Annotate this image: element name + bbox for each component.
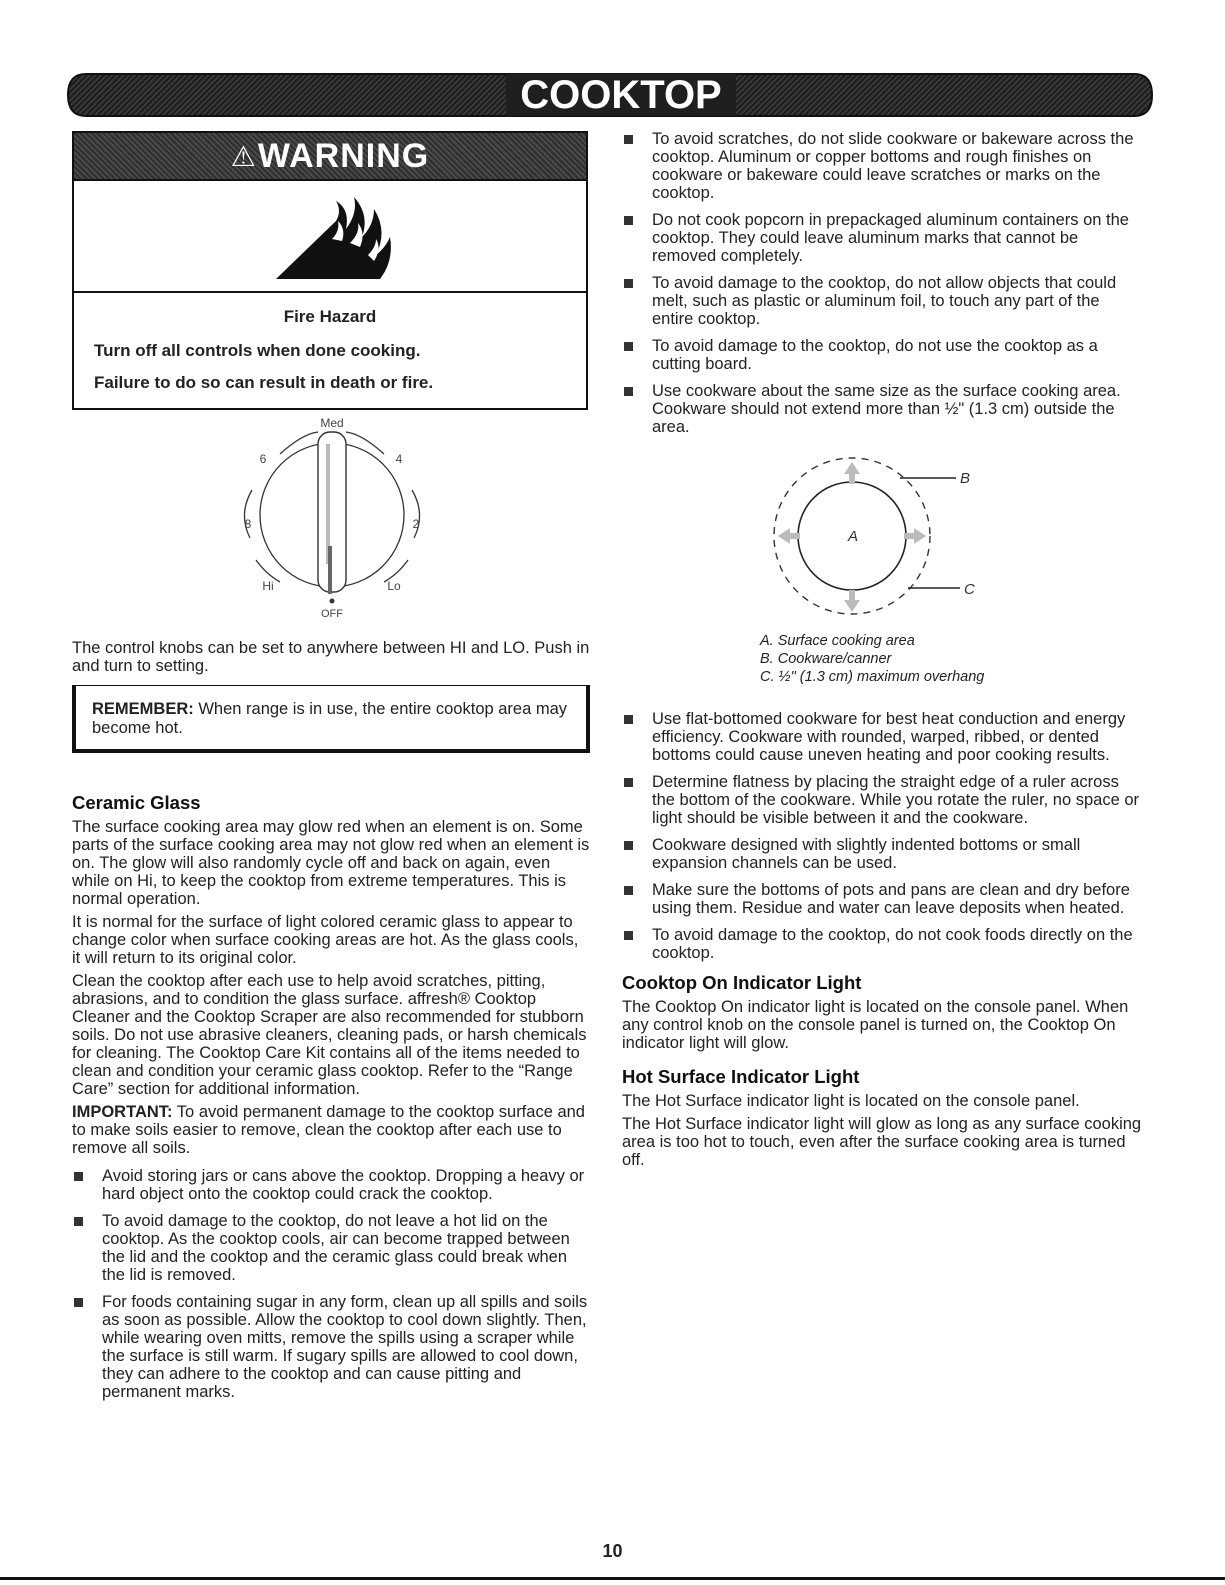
knob-label-med: Med (320, 416, 344, 430)
legend-item: A. Surface cooking area (760, 633, 915, 649)
list-item: To avoid damage to the cooktop, do not allow objects that could melt, such as plastic or aluminum foil, to touch any part of the entire cooktop. (622, 274, 1142, 328)
warning-title: WARNING (257, 137, 430, 175)
cookware-bullet-list (622, 130, 1142, 436)
knob-label-6: 6 (259, 452, 267, 466)
knob-description: The control knobs can be set to anywhere between HI and LO. Push in and turn to setting. (72, 639, 590, 675)
knob-label-hi: Hi (262, 579, 274, 593)
legend-item: C. ½" (1.3 cm) maximum overhang (760, 669, 985, 685)
ceramic-glass-heading: Ceramic Glass (72, 792, 201, 813)
ceramic-glass-section (72, 792, 590, 1410)
legend-item: B. Cookware/canner (760, 651, 892, 667)
list-item: Do not cook popcorn in prepackaged aluminum containers on the cooktop. They could leave aluminum marks that cannot be removed completely. (622, 211, 1142, 265)
cookware-bullet-list-2 (622, 710, 1142, 962)
warning-hazard: Fire Hazard (283, 307, 377, 326)
list-item: Determine flatness by placing the straight edge of a ruler across the bottom of the cookware. While you rotate the ruler, no space or light should be visible between it and the cookware. (622, 773, 1142, 827)
overhang-diagram (760, 452, 990, 627)
diagram-label-b: B (960, 470, 971, 487)
remember-text: When range is in use, the entire cooktop area may become hot. (92, 700, 568, 737)
important-text: To avoid permanent damage to the cooktop surface and to make soils easier to remove, clean the cooktop after each use to remove all soils. (72, 1103, 585, 1157)
control-knob-diagram (222, 410, 442, 625)
warning-box (72, 131, 588, 410)
list-item: Use cookware about the same size as the surface cooking area. Cookware should not extend more than ½" (1.3 cm) outside the area. (622, 382, 1142, 436)
ceramic-bullet-list (72, 1167, 590, 1401)
list-item: Use flat-bottomed cookware for best heat conduction and energy efficiency. Cookware with rounded, warped, ribbed, or dented bottoms could cause uneven heating and poor cooking results. (622, 710, 1142, 764)
remember-box (72, 685, 590, 753)
diagram-legend (760, 632, 984, 686)
warning-line: Failure to do so can result in death or fire. (94, 373, 434, 392)
ceramic-paragraph: Clean the cooktop after each use to help avoid scratches, pitting, abrasions, and to condition the glass surface. affresh® Cooktop Cleaner and the Cooktop Scraper are also recommended for stubborn soils. Do not use abrasive cleaners, cleaning pads, or harsh chemicals for cleaning. The Cooktop Care Kit contains all of the items needed to clean and condition your ceramic glass cooktop. Refer to the “Range Care” section for additional information. (72, 972, 587, 1098)
page-number: 10 (602, 1541, 623, 1561)
list-item: To avoid damage to the cooktop, do not cook foods directly on the cooktop. (622, 926, 1142, 962)
hot-surface-paragraph: The Hot Surface indicator light will glow as long as any surface cooking area is too hot to touch, even after the surface cooking area is turned off. (622, 1115, 1142, 1169)
page-bottom-rule (0, 1577, 1225, 1580)
warning-pictogram (74, 181, 586, 293)
knob-label-8: 8 (244, 517, 252, 531)
remember-label: REMEMBER: (92, 700, 194, 718)
warning-header (74, 133, 586, 181)
list-item: To avoid damage to the cooktop, do not leave a hot lid on the cooktop. As the cooktop cools, air can become trapped between the lid and the cooktop and the ceramic glass could break when the lid is removed. (72, 1212, 590, 1284)
ceramic-paragraph: The surface cooking area may glow red when an element is on. Some parts of the surface cooking area may not glow red when an element is on. The glow will also randomly cycle off and back on again, even while on Hi, to keep the cooktop from extreme temperatures. This is normal operation. (72, 818, 590, 908)
hot-surface-heading: Hot Surface Indicator Light (622, 1066, 860, 1087)
page-title: COOKTOP (520, 73, 722, 117)
section-banner (66, 72, 1154, 118)
ceramic-paragraph: It is normal for the surface of light colored ceramic glass to appear to change color when surface cooking areas are hot. As the glass cools, it will return to its original color. (72, 913, 579, 967)
cookware-tips-bottom (622, 710, 1142, 1174)
diagram-label-a: A (848, 528, 859, 545)
knob-label-off: OFF (321, 608, 343, 620)
overhang-diagram-icon (760, 452, 990, 627)
knob-label-4: 4 (395, 452, 403, 466)
list-item: Make sure the bottoms of pots and pans are clean and dry before using them. Residue and water can leave deposits when heated. (622, 881, 1142, 917)
warning-line: Turn off all controls when done cooking. (94, 341, 421, 360)
fire-icon (74, 181, 586, 293)
control-knob-icon (222, 410, 442, 625)
important-label: IMPORTANT: (72, 1103, 173, 1121)
cookware-tips-top (622, 130, 1142, 445)
knob-label-lo: Lo (387, 579, 401, 593)
list-item: Cookware designed with slightly indented bottoms or small expansion channels can be used. (622, 836, 1142, 872)
list-item: Avoid storing jars or cans above the cooktop. Dropping a heavy or hard object onto the cooktop could crack the cooktop. (72, 1167, 590, 1203)
cooktop-indicator-heading: Cooktop On Indicator Light (622, 972, 862, 993)
hot-surface-paragraph: The Hot Surface indicator light is located on the console panel. (622, 1092, 1080, 1110)
important-note (72, 1103, 590, 1157)
list-item: For foods containing sugar in any form, clean up all spills and soils as soon as possible. Allow the cooktop to cool down slightly. Then, while wearing oven mitts, remove the spills using a scraper while the surface is still warm. If sugary spills are allowed to cool down, they can adhere to the cooktop and can cause pitting and permanent marks. (72, 1293, 590, 1401)
list-item: To avoid scratches, do not slide cookware or bakeware across the cooktop. Aluminum or copper bottoms and rough finishes on cookware or bakeware could leave scratches or marks on the cooktop. (622, 130, 1142, 202)
cooktop-indicator-text: The Cooktop On indicator light is located on the console panel. When any control knob on the console panel is turned on, the Cooktop On indicator light will glow. (622, 998, 1129, 1052)
diagram-label-c: C (964, 581, 975, 598)
list-item: To avoid damage to the cooktop, do not use the cooktop as a cutting board. (622, 337, 1142, 373)
warning-triangle-icon: ⚠ (230, 140, 256, 172)
knob-label-2: 2 (412, 517, 420, 531)
